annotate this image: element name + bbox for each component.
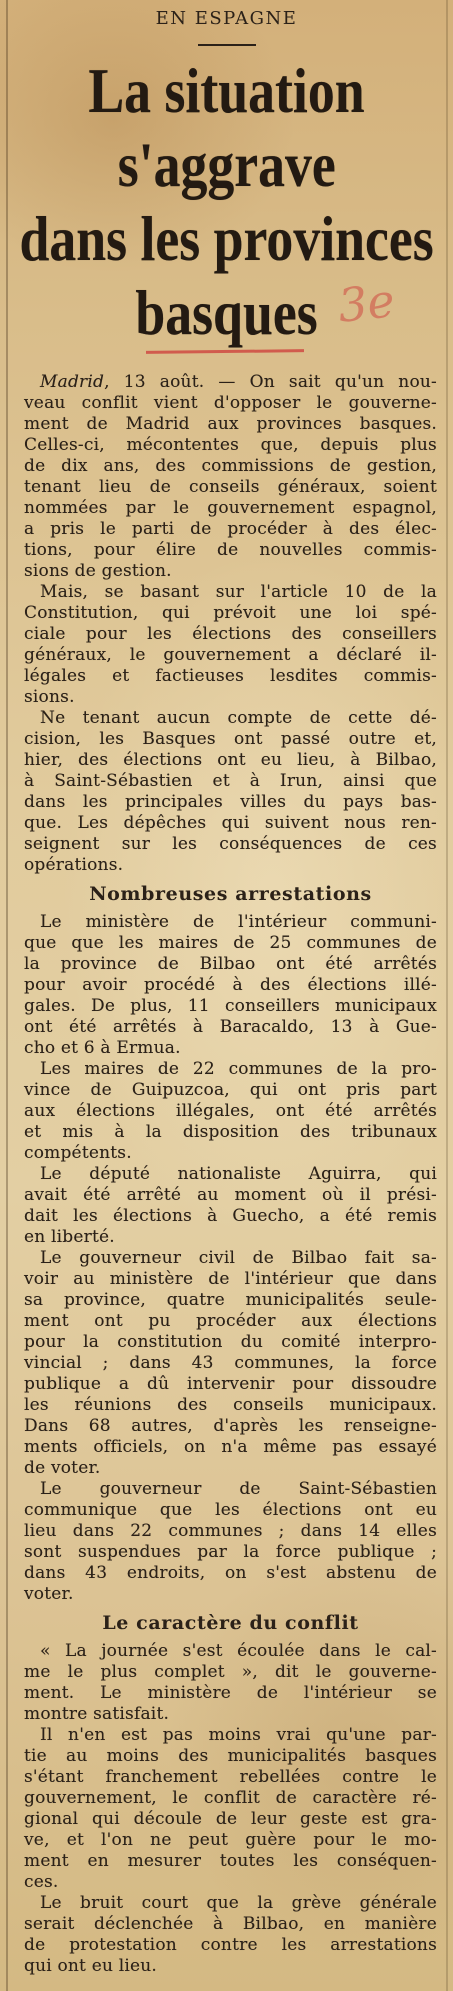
- headline-text: dans les provinces: [19, 203, 434, 274]
- text-line: voir au ministère de l'intérieur que dans: [24, 1269, 437, 1289]
- text-line: voter.: [24, 1584, 74, 1604]
- text-line: communique que les élections ont eu: [24, 1500, 437, 1520]
- text-line: nommées par le gouvernement espagnol,: [24, 498, 437, 518]
- text-line: dans 43 endroits, on s'est abstenu de: [24, 1563, 437, 1583]
- text-line: ont été arrêtés à Baracaldo, 13 à Gue-: [24, 1017, 437, 1037]
- text-line: Le député nationaliste Aguirra, qui: [40, 1164, 437, 1184]
- text-line: sont suspendues par la force publique ;: [24, 1542, 437, 1562]
- text-line: aux élections illégales, ont été arrêtés: [24, 1101, 437, 1121]
- text-line: publique a dû intervenir pour dissoudre: [24, 1374, 437, 1394]
- text-line: qui ont eu lieu.: [24, 1956, 157, 1976]
- headline-text: La situation: [88, 55, 365, 126]
- text-line: Ne tenant aucun compte de cette dé-: [40, 708, 437, 728]
- text-line: Le gouverneur de Saint-Sébastien: [40, 1479, 437, 1499]
- text-line: ment ont pu procéder aux élections: [24, 1311, 437, 1331]
- paragraph: [24, 372, 437, 582]
- text-line: de protestation contre les arrestations: [24, 1935, 437, 1955]
- text-line: « La journée s'est écoulée dans le cal-: [40, 1641, 437, 1661]
- text-line: [24, 372, 437, 393]
- text-line: gouvernement, le conflit de caractère ré-: [24, 1788, 437, 1808]
- text-line: lieu dans 22 communes ; dans 14 elles: [24, 1521, 437, 1541]
- text-line: que que les maires de 25 communes de: [24, 933, 437, 953]
- text-line: Celles-ci, mécontentes que, depuis plus: [24, 435, 437, 455]
- text-line: cision, les Basques ont passé outre et,: [24, 729, 437, 749]
- headline-line: [0, 202, 453, 276]
- text-line: Constitution, qui prévoit une loi spé-: [24, 603, 437, 623]
- red-pencil-underline: [146, 349, 304, 354]
- text-line: serait déclenchée à Bilbao, en manière: [24, 1914, 437, 1934]
- text-line: et mis à la disposition des tribunaux: [24, 1122, 437, 1142]
- text-line: légales et factieuses lesdites commis-: [24, 666, 437, 686]
- text-line: ces.: [24, 1872, 59, 1892]
- article-body: [24, 372, 437, 1977]
- text-line: tenant lieu de conseils généraux, soient: [24, 477, 437, 497]
- dateline-place: Madrid: [40, 372, 105, 392]
- text-line: ve, et l'on ne peut guère pour le mo-: [24, 1830, 437, 1850]
- text-line: pour la constitution du comité interpro-: [24, 1332, 437, 1352]
- text-line: dans les principales villes du pays bas-: [24, 792, 437, 812]
- text-line: généraux, le gouvernement a déclaré il-: [24, 645, 437, 665]
- text-line: que. Les dépêches qui suivent nous ren-: [24, 813, 437, 833]
- text-line: gional qui découle de leur geste est gra-: [24, 1809, 437, 1829]
- text-line: seignent sur les conséquences de ces: [24, 834, 437, 854]
- headline-line: [0, 54, 453, 128]
- text-line: Le gouverneur civil de Bilbao fait sa-: [40, 1248, 437, 1268]
- paragraph: [24, 912, 437, 1059]
- text-line: Dans 68 autres, d'après les renseigne-: [24, 1416, 437, 1436]
- text-line: ciale pour les élections des conseillers: [24, 624, 437, 644]
- text-line: ment. Le ministère de l'intérieur se: [24, 1683, 437, 1703]
- text-line: cho et 6 à Ermua.: [24, 1038, 181, 1058]
- subheading: Nombreuses arrestations: [89, 883, 372, 905]
- text-line: gales. De plus, 11 conseillers municipaux: [24, 996, 437, 1016]
- text-line: tions, pour élire de nouvelles commis-: [24, 540, 437, 560]
- text-line: sa province, quatre municipalités seule-: [24, 1290, 437, 1310]
- section-label: EN ESPAGNE: [155, 8, 298, 29]
- headline-line: [0, 128, 453, 202]
- text-line: me le plus complet », dit le gouverne-: [24, 1662, 437, 1682]
- text-line: de dix ans, des commissions de gestion,: [24, 456, 437, 476]
- text-line: les réunions des conseils municipaux.: [24, 1395, 437, 1415]
- text-line: de voter.: [24, 1458, 101, 1478]
- text-line: compétents.: [24, 1143, 132, 1163]
- text-line: tie au moins des municipalités basques: [24, 1746, 437, 1766]
- text-line: ment de Madrid aux provinces basques.: [24, 414, 437, 434]
- text-line: sions de gestion.: [24, 561, 172, 581]
- text-line: ment en mesurer toutes les conséquen-: [24, 1851, 437, 1871]
- paragraph: [24, 1641, 437, 1725]
- text-line: en liberté.: [24, 1227, 115, 1247]
- text-line: opérations.: [24, 855, 124, 875]
- subheading: Le caractère du conflit: [102, 1612, 359, 1634]
- text-line: veau conflit vient d'opposer le gouverne-: [24, 393, 437, 413]
- text-line: montre satisfait.: [24, 1704, 170, 1724]
- paragraph: [24, 582, 437, 708]
- text-line: avait été arrêté au moment où il prési-: [24, 1185, 437, 1205]
- text-line: Le ministère de l'intérieur communi-: [40, 912, 437, 932]
- text-line: ments officiels, on n'a même pas essayé: [24, 1437, 437, 1457]
- text-line: Le bruit court que la grève générale: [40, 1893, 437, 1913]
- headline-text: s'aggrave: [117, 129, 336, 200]
- text-line: dait les élections à Guecho, a été remis: [24, 1206, 437, 1226]
- paragraph: [24, 1164, 437, 1248]
- text-line: vincial ; dans 43 communes, la force: [24, 1353, 437, 1373]
- text-line: Il n'en est pas moins vrai qu'une par-: [40, 1725, 437, 1745]
- text-line: sions.: [24, 687, 75, 707]
- headline-text: basques: [135, 277, 318, 348]
- text-line: la province de Bilbao ont été arrêtés: [24, 954, 437, 974]
- text-line: s'étant franchement rebellées contre le: [24, 1767, 437, 1787]
- section-rule: [198, 44, 256, 46]
- handwritten-annotation: 3e: [335, 273, 398, 333]
- text-line: pour avoir procédé à des élections illé-: [24, 975, 437, 995]
- paragraph: [24, 1248, 437, 1479]
- paragraph: [24, 1725, 437, 1893]
- text-line: hier, des élections ont eu lieu, à Bilbao,: [24, 750, 437, 770]
- text-line-rest: , 13 août. — On sait qu'un nou-: [104, 372, 437, 392]
- paragraph: [24, 1479, 437, 1605]
- text-line: a pris le parti de procéder à des élec-: [24, 519, 437, 539]
- text-line: à Saint-Sébastien et à Irun, ainsi que: [24, 771, 437, 791]
- paragraph: [24, 1059, 437, 1164]
- paragraph: [24, 708, 437, 876]
- text-line: Mais, se basant sur l'article 10 de la: [40, 582, 437, 602]
- text-line: vince de Guipuzcoa, qui ont pris part: [24, 1080, 437, 1100]
- text-line: Les maires de 22 communes de la pro-: [40, 1059, 437, 1079]
- paragraph: [24, 1893, 437, 1977]
